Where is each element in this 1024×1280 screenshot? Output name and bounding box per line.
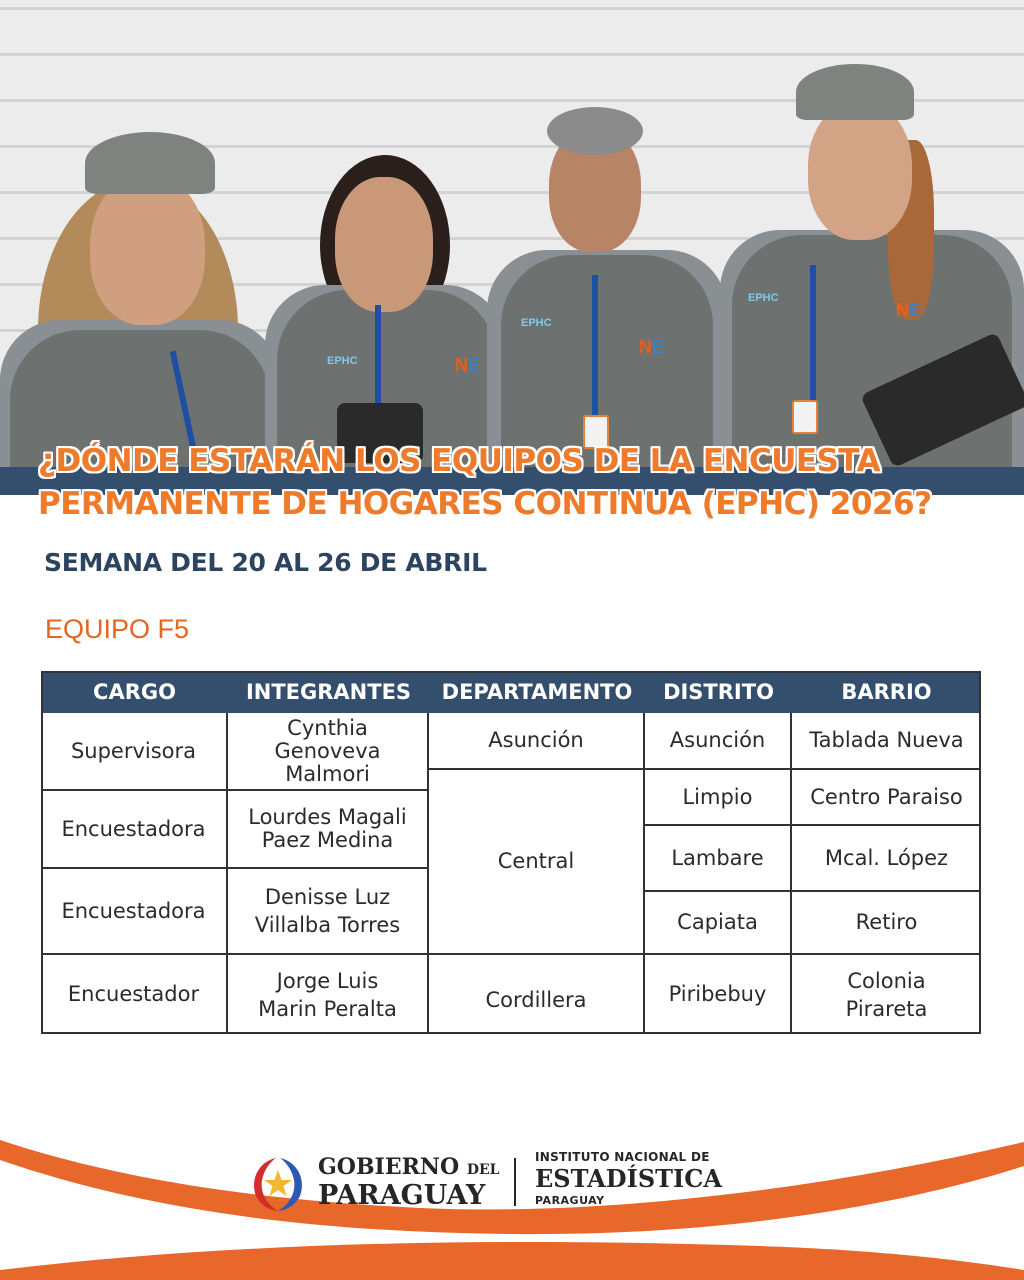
week-label: SEMANA DEL 20 AL 26 DE ABRIL	[44, 548, 487, 577]
distrito-cell: Asunción	[645, 713, 792, 770]
integrante-cell: Lourdes Magali Paez Medina	[228, 791, 429, 869]
departamento-cell: Central	[429, 770, 645, 955]
barrio-cell: Retiro	[792, 892, 981, 955]
integrante-cell: Jorge Luis Marin Peralta	[228, 955, 429, 1034]
vest-label: EPHC	[327, 355, 358, 367]
logo-separator	[514, 1158, 516, 1206]
barrio-cell: Centro Paraiso	[792, 770, 981, 826]
barrio-cell: Colonia Pirareta	[845, 968, 928, 1021]
government-seal-icon	[246, 1152, 310, 1214]
integrante-cell: Denisse Luz Villalba Torres	[228, 869, 429, 955]
team-label: EQUIPO F5	[45, 614, 190, 644]
footer-logos	[246, 1150, 746, 1216]
cargo-cell: Encuestadora	[41, 791, 228, 869]
cargo-cell: Encuestadora	[41, 869, 228, 955]
distrito-cell: Piribebuy	[645, 955, 792, 1034]
headline-line-1: ¿DÓNDE ESTARÁN LOS EQUIPOS DE LA ENCUESTA	[38, 443, 881, 479]
header-integrantes: INTEGRANTES	[228, 671, 429, 713]
person-4	[720, 60, 1024, 470]
cargo-cell: Supervisora	[41, 713, 228, 791]
distrito-cell: Lambare	[645, 826, 792, 892]
schedule-table	[41, 671, 981, 1034]
vest-label: EPHC	[748, 292, 779, 304]
ine-wordmark: INSTITUTO NACIONAL DE ESTADÍSTICA PARAGUAY	[535, 1150, 722, 1207]
person-2	[265, 155, 505, 470]
departamento-cell: Asunción	[429, 713, 645, 770]
headline-line-2: PERMANENTE DE HOGARES CONTINUA (EPHC) 2026?	[38, 486, 932, 522]
ine-vest-logo: NE	[896, 300, 922, 320]
header-distrito: DISTRITO	[645, 671, 792, 713]
header-departamento: DEPARTAMENTO	[429, 671, 645, 713]
ine-vest-logo: NE	[455, 355, 481, 375]
vest-label: EPHC	[521, 317, 552, 329]
integrante-cell: Cynthia Genoveva Malmori	[228, 713, 429, 791]
distrito-cell: Limpio	[645, 770, 792, 826]
id-badge	[792, 400, 818, 434]
cargo-cell: Encuestador	[41, 955, 228, 1034]
person-1	[0, 120, 280, 470]
barrio-cell: Mcal. López	[792, 826, 981, 892]
ine-vest-logo: NE	[639, 337, 665, 357]
header-cargo: CARGO	[41, 671, 228, 713]
government-wordmark: GOBIERNO DEL PARAGUAY	[318, 1154, 500, 1211]
headline	[38, 440, 1008, 526]
barrio-cell: Tablada Nueva	[792, 713, 981, 770]
team-photo	[0, 0, 1024, 470]
distrito-cell: Capiata	[645, 892, 792, 955]
header-barrio: BARRIO	[792, 671, 981, 713]
departamento-cell: Cordillera	[429, 955, 645, 1034]
person-3	[487, 105, 727, 470]
